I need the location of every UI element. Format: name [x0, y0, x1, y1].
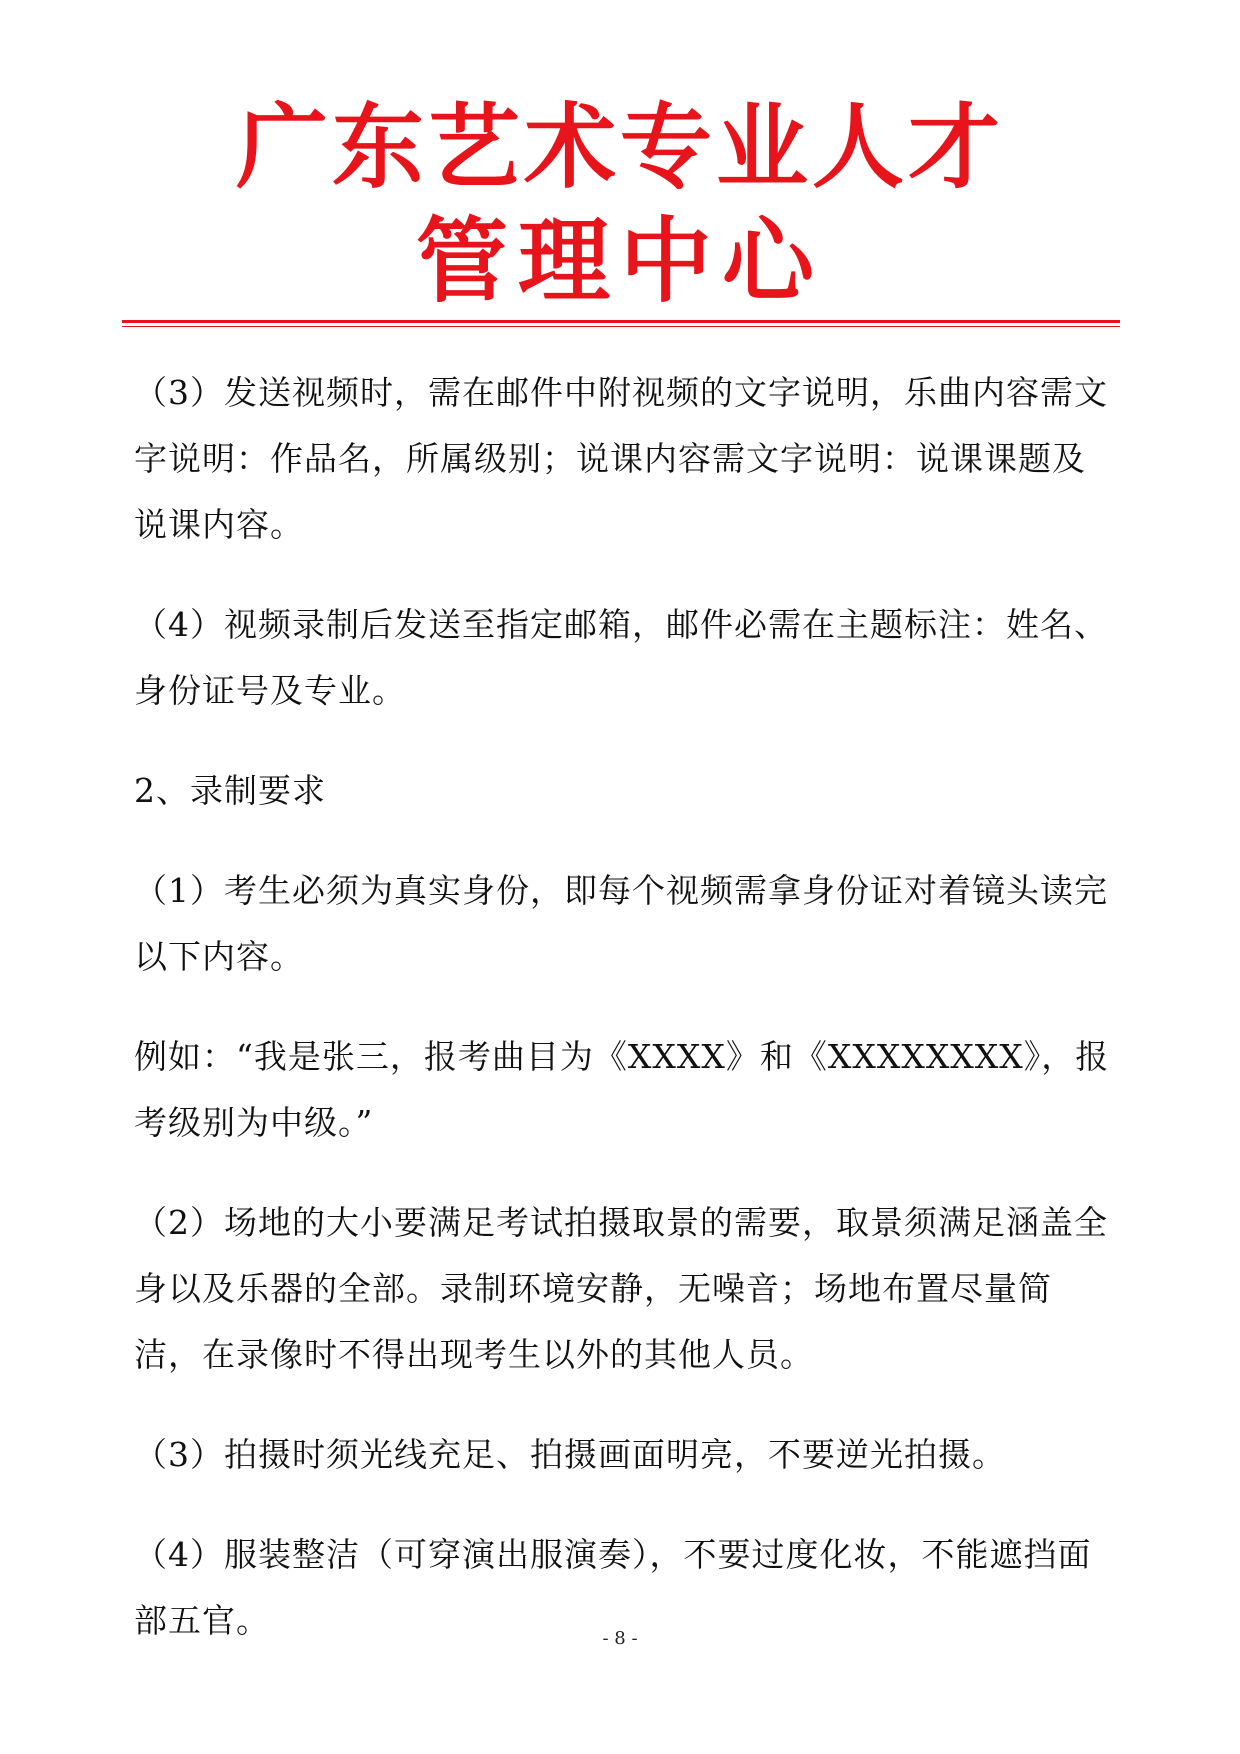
header-divider-thick [122, 320, 1120, 323]
page-number: - 8 - [602, 1628, 638, 1649]
header-title-line1: 广东艺术专业人才 [235, 94, 1004, 201]
paragraph-identity-verification: （1）考生必须为真实身份，即每个视频需拿身份证对着镜头读完以下内容。 [134, 871, 1108, 976]
paragraph-lighting-requirements: （3）拍摄时须光线充足、拍摄画面明亮，不要逆光拍摄。 [134, 1435, 1006, 1474]
document-body [134, 360, 1114, 1688]
section-heading-recording-requirements: 2、录制要求 [134, 771, 326, 810]
paragraph-example-statement: 例如：“我是张三，报考曲目为《XXXX》和《XXXXXXXX》，报考级别为中级。” [134, 1037, 1110, 1142]
paragraph-video-description: （3）发送视频时，需在邮件中附视频的文字说明，乐曲内容需文字说明：作品名，所属级别；说课内容需文字说明：说课课题及说课内容。 [134, 373, 1108, 544]
paragraph-email-subject: （4）视频录制后发送至指定邮箱，邮件必需在主题标注：姓名、身份证号及专业。 [134, 605, 1108, 710]
paragraph-attire-requirements: （4）服装整洁（可穿演出服演奏），不要过度化妆，不能遮挡面部五官。 [134, 1535, 1092, 1640]
header-divider-thin [122, 326, 1120, 327]
paragraph-venue-requirements: （2）场地的大小要满足考试拍摄取景的需要，取景须满足涵盖全身以及乐器的全部。录制环境安静，无噪音；场地布置尽量简洁，在录像时不得出现考生以外的其他人员。 [134, 1203, 1108, 1374]
header-title-line2: 管理中心 [415, 208, 824, 315]
